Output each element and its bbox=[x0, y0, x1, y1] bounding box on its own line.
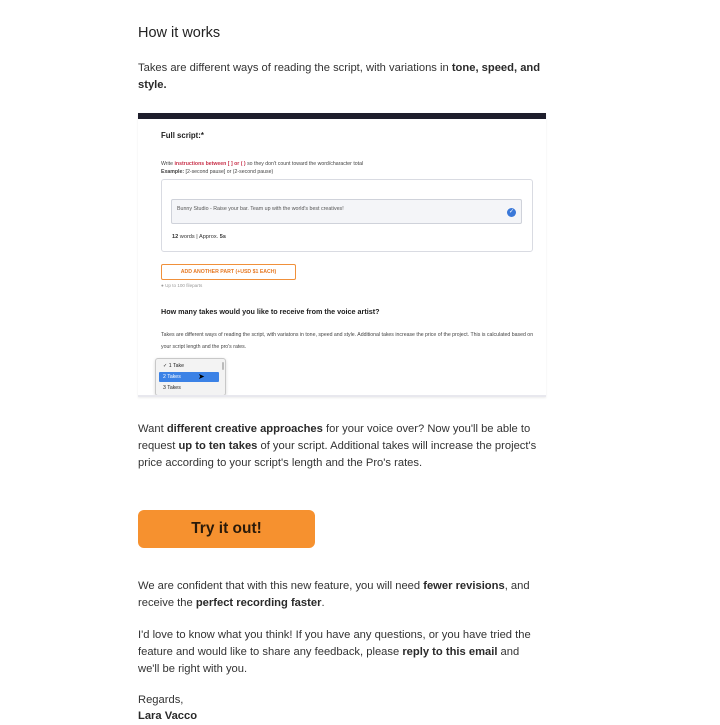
script-text-field[interactable] bbox=[171, 199, 522, 224]
approaches-text-2: for your voice over? Now you'll be able to request bbox=[138, 423, 531, 452]
intro-bold: tone, speed, and style. bbox=[138, 62, 541, 91]
confident-text-3: . bbox=[321, 597, 325, 609]
intro-paragraph bbox=[138, 60, 546, 94]
feedback-text-2: and we'll be right with you. bbox=[138, 646, 520, 675]
confident-bold-1: fewer revisions bbox=[423, 580, 505, 592]
up-to-hint bbox=[161, 283, 202, 288]
regards-text: Regards, bbox=[138, 694, 184, 706]
example-line bbox=[161, 169, 273, 175]
feedback-text-1: I'd love to know what you think! If you have any questions, or you have tried the feature and would like to share any feedback, please bbox=[138, 629, 531, 658]
confident-text-2: , and receive the bbox=[138, 580, 530, 609]
example-text: [2-second pause] or (2-second pause) bbox=[184, 169, 274, 175]
takes-description: Takes are different ways of reading the script, with variatons in tone, speed and style. Additional takes increase the price of the project. This is calculated based on your script length and the pro's rates. bbox=[161, 332, 534, 350]
takes-question: How many takes would you like to receive from the voice artist? bbox=[161, 307, 380, 316]
instructions-highlight: instructions between [ ] or ( ) bbox=[174, 161, 246, 167]
try-it-out-button[interactable]: Try it out! bbox=[138, 510, 315, 548]
mouse-pointer-icon: ➤ bbox=[198, 372, 205, 381]
example-label: Example: bbox=[161, 169, 185, 175]
dropdown-option[interactable]: ✓ 1 Take bbox=[163, 363, 184, 369]
instructions-pre: Write bbox=[161, 161, 175, 167]
approaches-bold-2: up to ten takes bbox=[178, 440, 258, 452]
confident-text-1: We are confident that with this new feature, you will need bbox=[138, 580, 424, 592]
approaches-text-1: Want bbox=[138, 423, 167, 435]
approaches-text-3: of your script. Additional takes will increase the project's price according to your script's length and the Pro's rates. bbox=[138, 440, 537, 469]
intro-text: Takes are different ways of reading the script, with variations in bbox=[138, 62, 452, 74]
confident-bold-2: perfect recording faster bbox=[195, 597, 322, 609]
check-icon: ✓ bbox=[508, 209, 515, 215]
script-input-box bbox=[161, 179, 533, 252]
add-another-part-button[interactable]: ADD ANOTHER PART (+USD $1 EACH) bbox=[161, 264, 296, 280]
info-icon: ● bbox=[161, 283, 166, 288]
dropdown-scrollbar bbox=[222, 362, 224, 370]
word-count bbox=[172, 234, 226, 240]
section-heading: How it works bbox=[138, 25, 221, 41]
word-count-seconds: 5s bbox=[219, 234, 227, 240]
approaches-paragraph bbox=[138, 421, 543, 472]
instructions-line bbox=[161, 161, 363, 167]
instructions-post: so they don't count toward the word/character total bbox=[245, 161, 364, 167]
takes-dropdown[interactable] bbox=[155, 358, 226, 396]
up-to-label: Up to 100 fileparts bbox=[165, 283, 203, 288]
script-text: Bunny Studio - Raise your bar. Team up with the world's best creatives! bbox=[177, 206, 344, 212]
dropdown-option-highlighted[interactable]: 2 Takes bbox=[159, 372, 219, 382]
feedback-bold-1: reply to this email bbox=[402, 646, 498, 658]
full-script-title: Full script:* bbox=[161, 131, 204, 140]
word-count-number: 12 bbox=[172, 234, 179, 240]
dropdown-option[interactable]: 3 Takes bbox=[163, 385, 181, 391]
confident-paragraph bbox=[138, 578, 543, 612]
approaches-bold-1: different creative approaches bbox=[166, 423, 323, 435]
feature-screenshot bbox=[138, 113, 546, 397]
feedback-paragraph bbox=[138, 627, 543, 678]
word-count-label: words | Approx. bbox=[178, 234, 220, 240]
signature-name: Lara Vacco bbox=[138, 710, 198, 722]
